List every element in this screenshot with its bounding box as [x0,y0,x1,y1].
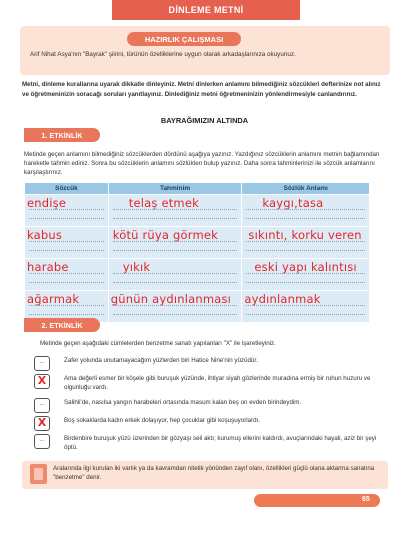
guess-cell[interactable] [108,227,242,259]
column-header-word: Sözcük [25,183,109,195]
meaning-cell[interactable] [242,195,370,227]
handwritten-meaning: aydınlanmak [244,292,321,306]
handwritten-word: kabus [27,228,63,242]
prep-text: Arif Nihat Asya'nın "Bayrak" şiirini, türünün özelliklerine uygun olarak arkadaşlarınıza okuyunuz. [30,51,296,58]
guess-cell[interactable] [108,195,242,227]
answer-checkbox[interactable]: ... [34,398,50,413]
x-mark: X [37,374,47,387]
table-header-row [25,183,370,195]
listening-instructions: Metni, dinleme kurallarına uyarak dikkatle dinleyiniz. Metni dinlerken anlamını bilmediğiniz sözcükleri defterinize not alınız ve öğretmeninizin soracağı soruları yanıtlayınız. Dinlediğiniz metni öğretmeninizin yönlendirmesiyle canlandırınız. [22,81,381,98]
answer-checkbox[interactable]: ... [34,356,50,371]
activity-1-instructions: Metinde geçen anlamını bilmediğiniz sözcüklerden dördünü aşağıya yazınız. Yazdığınız sözcüklerin anlamını metnin bağlamından hareketle tahmin ediniz. Sonra bu sözcüklerin anlamını sözlükten bulup yazınız. Daha sonra tahminlerinizi ile sözcük anlamlarını karşılaştırınız. [24,151,380,176]
handwritten-word: harabe [27,260,69,274]
guess-cell[interactable] [108,259,242,291]
word-cell[interactable] [25,195,109,227]
table-row [25,195,370,227]
prep-title: HAZIRLIK ÇALIŞMASI [127,32,241,46]
guess-cell[interactable] [108,291,242,323]
activity-2-label: 2. ETKİNLİK [24,318,100,332]
x-mark: X [37,416,47,429]
handwritten-guess: kötü rüya görmek [112,228,219,242]
activity-1-label: 1. ETKİNLİK [24,128,100,142]
answer-checkbox[interactable]: ... [34,434,50,449]
meaning-cell[interactable] [242,291,370,323]
handwritten-guess: telaş etmek [128,196,199,210]
handwritten-guess: günün aydınlanması [110,292,232,306]
sentence-text: Zafer yolunda unutamayacağım yüzlerden biri Hatice Nine'nin yüzüdür. [64,357,258,364]
column-header-meaning: Sözlük Anlamı [242,183,370,195]
sentence-text: Ama değerli esmer bir köşele gibi buruşuk yüzünde, ihtiyar siyah gözlerinde muradına ermiş bir ruhun huzuru ve olgunluğu vardı. [64,375,371,391]
handwritten-meaning: eski yapı kalıntısı [254,260,357,274]
handwritten-word: endişe [27,196,67,210]
info-note-text: Aralarında ilgi kurulan iki varlık ya da kavramdan nitelik yönünden zayıf olanı, özellikleri güçlü olana aktarma sanatına "benzetme" denir. [53,465,375,481]
sentence-text: Birdenbire buruşuk yüzü üzerinden bir gözyaşı seli aktı; kurumuş ellerini kaldırdı, avuçlarındaki hayali, aziz bir şeyi öptü. [64,435,377,451]
column-header-guess: Tahminim [108,183,242,195]
handwritten-meaning: kaygı,tasa [262,196,324,210]
table-row [25,259,370,291]
activity-2-instructions: Metinde geçen aşağıdaki cümlelerden benzetme sanatı yapılanları "X" ile işaretleyiniz. [40,340,276,347]
section-banner: DİNLEME METNİ [112,0,300,20]
word-cell[interactable] [25,227,109,259]
table-row [25,227,370,259]
meaning-cell[interactable] [242,227,370,259]
sentence-text: Boş sokaklarda kadın erkek dolaşıyor, hep çocuklar gibi koşuşuyorlardı. [64,417,261,424]
note-icon [30,464,47,484]
handwritten-meaning: sıkıntı, korku veren [248,228,362,242]
word-cell[interactable] [25,259,109,291]
answer-checkbox[interactable] [34,416,50,431]
vocabulary-table [24,182,370,323]
answer-checkbox[interactable] [34,374,50,389]
sentence-text: Salihli'de, nasılsa yangın harabeleri ortasında masum kalan beş on evden birindeydim. [64,399,302,406]
handwritten-guess: yıkık [122,260,151,274]
handwritten-word: ağarmak [27,292,80,306]
page-number: 65 [362,496,370,503]
text-title: BAYRAĞIMIZIN ALTINDA [160,116,249,125]
meaning-cell[interactable] [242,259,370,291]
